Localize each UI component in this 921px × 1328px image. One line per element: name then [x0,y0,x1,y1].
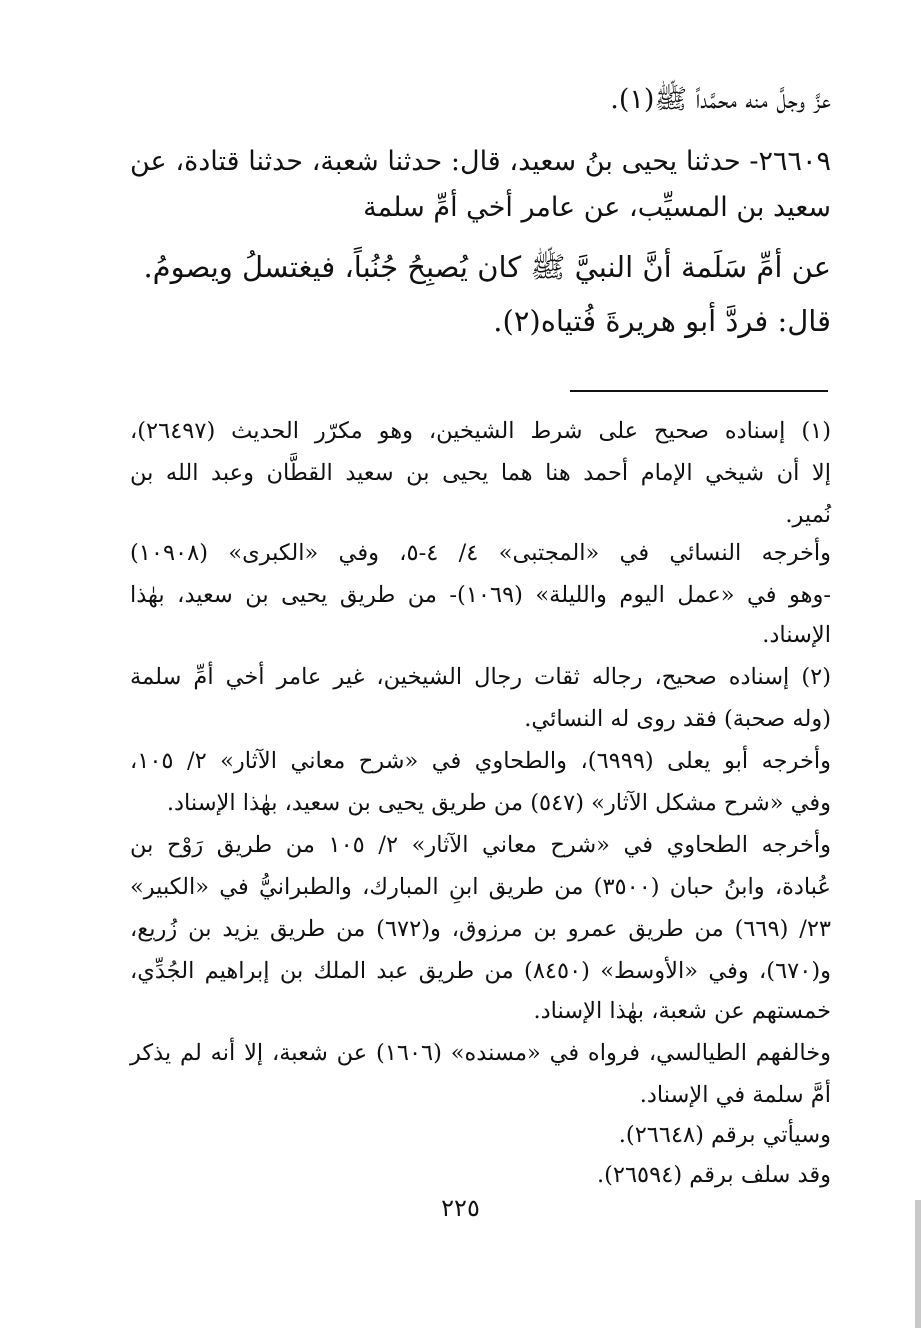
footnote-line: وأخرجه أبو يعلى (٦٩٩٩)، والطحاوي في «شرح معاني الآثار» ٢/ ١٠٥، [130,748,831,774]
footnote-line: إلا أن شيخي الإمام أحمد هنا هما يحيى بن سعيد القطَّان وعبد الله بن [130,460,831,486]
footnote-line: -وهو في «عمل اليوم والليلة» (١٠٦٩)- من طريق يحيى بن سعيد، بهٰذا [130,582,832,608]
main-line-5 [100,304,831,338]
footnote-line: أمَّ سلمة في الإسناد. [639,1082,831,1108]
footnote-line: ٢٣/ (٦٦٩) من طريق عمرو بن مرزوق، و(٦٧٢) من طريق يزيد بن زُريع، [130,916,831,942]
footnote-line: عُبادة، وابنُ حبان (٣٥٠٠) من طريق ابنِ المبارك، والطبرانيُّ في «الكبير» [130,874,831,900]
footnote-line: وأخرجه النسائي في «المجتبى» ٤/ ٤-٥، وفي «الكبرى» (١٠٩٠٨) [130,540,832,566]
footnote-2-line-8 [130,958,831,984]
footnote-2-line-3 [130,748,831,774]
main-text-line: ٢٦٦٠٩- حدثنا يحيى بنُ سعيد، قال: حدثنا شعبة، حدثنا قتادة، عن [130,146,831,177]
footnote-line: خمستهم عن شعبة، بهٰذا الإسناد. [533,998,831,1024]
footnote-line: وسيأتي برقم (٢٦٦٤٨). [618,1122,831,1148]
footnote-1-line-3 [130,502,831,528]
footnote-line: (وله صحبة) فقد روى له النسائي. [524,706,831,732]
footnote-1-line-6 [130,622,831,648]
footnote-2-line-7 [130,916,831,942]
footnote-2-line-4 [130,790,831,816]
footnote-2-line-2 [130,706,831,732]
footnote-line: و(٦٧٠)، وفي «الأوسط» (٨٤٥٠) من طريق عبد الملك بن إبراهيم الجُدِّي، [130,958,832,984]
footnote-1-line-1 [130,418,831,444]
footnote-line: (٢) إسناده صحيح، رجاله ثقات رجال الشيخين، غير عامر أخي أمِّ سلمة [130,664,831,690]
main-line-1 [100,82,831,122]
footnote-line: الإسناد. [762,622,831,648]
main-line-4 [100,250,831,292]
main-text-line: قال: فردَّ أبو هريرةَ فُتياه(٢). [493,304,831,338]
main-line-2 [130,146,831,177]
main-line-3 [100,192,831,223]
scan-edge-shadow [915,1200,921,1328]
main-text-line: عزَّ وجلَّ منه محمَّداً ﷺ(١). [610,84,831,115]
footnote-2-line-10 [130,1040,831,1066]
footnote-1-line-4 [130,540,831,566]
footnote-line: نُمير. [785,502,831,528]
footnote-2-line-11 [130,1082,831,1108]
footnote-line: (١) إسناده صحيح على شرط الشيخين، وهو مكرّر الحديث (٢٦٤٩٧)، [130,418,831,444]
main-text-line: عن أمِّ سَلَمة أنَّ النبيَّ ﷺ كان يُصبِحُ جُنُباً، فيغتسلُ ويصومُ. [143,250,831,284]
footnote-line: وفي «شرح مشكل الآثار» (٥٤٧) من طريق يحيى بن سعيد، بهٰذا الإسناد. [166,790,831,816]
footnote-2-line-12 [130,1122,831,1148]
footnote-line: وقد سلف برقم (٢٦٥٩٤). [596,1162,831,1188]
footnote-2-line-9 [130,998,831,1024]
footnote-2-line-6 [130,874,831,900]
footnote-line: وأخرجه الطحاوي في «شرح معاني الآثار» ٢/ ١٠٥ من طريق رَوْح بن [130,832,832,858]
footnote-2-line-1 [130,664,831,690]
footnote-separator [570,390,828,392]
footnote-2-line-13 [130,1162,831,1188]
footnote-line: وخالفهم الطيالسي، فرواه في «مسنده» (١٦٠٦) عن شعبة، إلا أنه لم يذكر [130,1040,832,1066]
page-number: ٢٢٥ [441,1194,480,1222]
footnote-1-line-5 [130,582,831,608]
footnote-1-line-2 [130,460,831,486]
footnote-2-line-5 [130,832,831,858]
main-text-line: سعيد بن المسيِّب، عن عامر أخي أمِّ سلمة [363,192,831,223]
